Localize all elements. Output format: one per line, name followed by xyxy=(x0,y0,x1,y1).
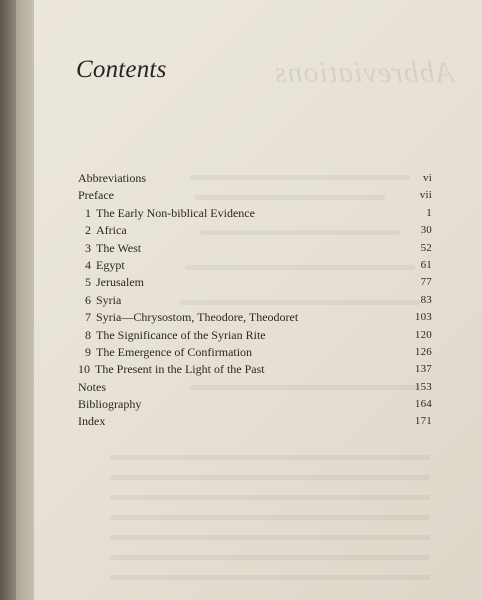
toc-page-number: 61 xyxy=(420,258,432,271)
toc-entry xyxy=(78,292,432,309)
chapter-number: 2 xyxy=(85,223,91,238)
toc-entry-title: Egypt xyxy=(96,257,125,272)
toc-entry-title: Notes xyxy=(78,379,106,394)
toc-entry-title: Jerusalem xyxy=(96,275,144,290)
toc-entry xyxy=(78,187,432,204)
toc-page-number: 52 xyxy=(420,241,432,254)
chapter-number: 9 xyxy=(85,344,91,359)
toc-page-number: 30 xyxy=(420,224,432,237)
chapter-number: 6 xyxy=(85,292,91,307)
toc-entry-title: Preface xyxy=(78,188,114,203)
show-through-line xyxy=(110,455,430,460)
chapter-number: 1 xyxy=(85,205,91,220)
toc-entry xyxy=(78,170,432,187)
show-through-line xyxy=(110,575,430,580)
show-through-line xyxy=(110,555,430,560)
toc-page-number: 1 xyxy=(426,206,432,219)
table-of-contents xyxy=(78,170,432,431)
toc-entry-title: The Significance of the Syrian Rite xyxy=(96,327,266,342)
chapter-number: 8 xyxy=(85,327,91,342)
toc-page-number: 103 xyxy=(414,311,432,324)
toc-entry xyxy=(78,327,432,344)
show-through-heading: Abbreviations xyxy=(274,56,455,89)
toc-entry-title: The West xyxy=(96,240,142,255)
toc-entry xyxy=(78,240,432,257)
toc-page-number: 137 xyxy=(414,363,432,376)
toc-page-number: 164 xyxy=(414,398,432,411)
toc-entry xyxy=(78,379,432,396)
toc-entry-title: Syria xyxy=(96,292,122,307)
chapter-number: 4 xyxy=(85,257,91,272)
toc-page-number: 120 xyxy=(414,328,432,341)
toc-entry xyxy=(78,257,432,274)
chapter-number: 7 xyxy=(85,310,91,325)
toc-page-number: 77 xyxy=(420,276,432,289)
chapter-number: 10 xyxy=(78,362,90,377)
show-through-line xyxy=(110,515,430,520)
toc-entry-title: Syria—Chrysostom, Theodore, Theodoret xyxy=(96,310,299,325)
show-through-line xyxy=(110,495,430,500)
toc-entry-title: The Present in the Light of the Past xyxy=(95,362,265,377)
show-through-line xyxy=(110,475,430,480)
toc-entry-title: Index xyxy=(78,414,106,429)
toc-page-number: vii xyxy=(419,189,432,202)
toc-entry-title: Abbreviations xyxy=(78,171,146,185)
toc-entry-title: The Early Non-biblical Evidence xyxy=(96,205,255,220)
toc-entry xyxy=(78,413,432,430)
book-page-edge xyxy=(0,0,16,600)
toc-page-number: 126 xyxy=(414,345,432,358)
toc-entry xyxy=(78,396,432,413)
toc-entry-title: Africa xyxy=(96,223,127,238)
chapter-number: 5 xyxy=(85,275,91,290)
toc-entry xyxy=(78,274,432,291)
chapter-number: 3 xyxy=(85,240,91,255)
page-title: Contents xyxy=(76,56,167,83)
toc-page-number: vi xyxy=(423,172,432,184)
toc-page-number: 171 xyxy=(414,415,432,428)
toc-entry xyxy=(78,361,432,378)
show-through-line xyxy=(110,535,430,540)
toc-page-number: 153 xyxy=(414,380,432,393)
toc-entry-title: Bibliography xyxy=(78,397,142,412)
toc-entry xyxy=(78,344,432,361)
toc-page-number: 83 xyxy=(420,293,432,306)
toc-entry xyxy=(78,309,432,326)
toc-entry xyxy=(78,205,432,222)
toc-entry xyxy=(78,222,432,239)
toc-entry-title: The Emergence of Confirmation xyxy=(96,344,253,359)
